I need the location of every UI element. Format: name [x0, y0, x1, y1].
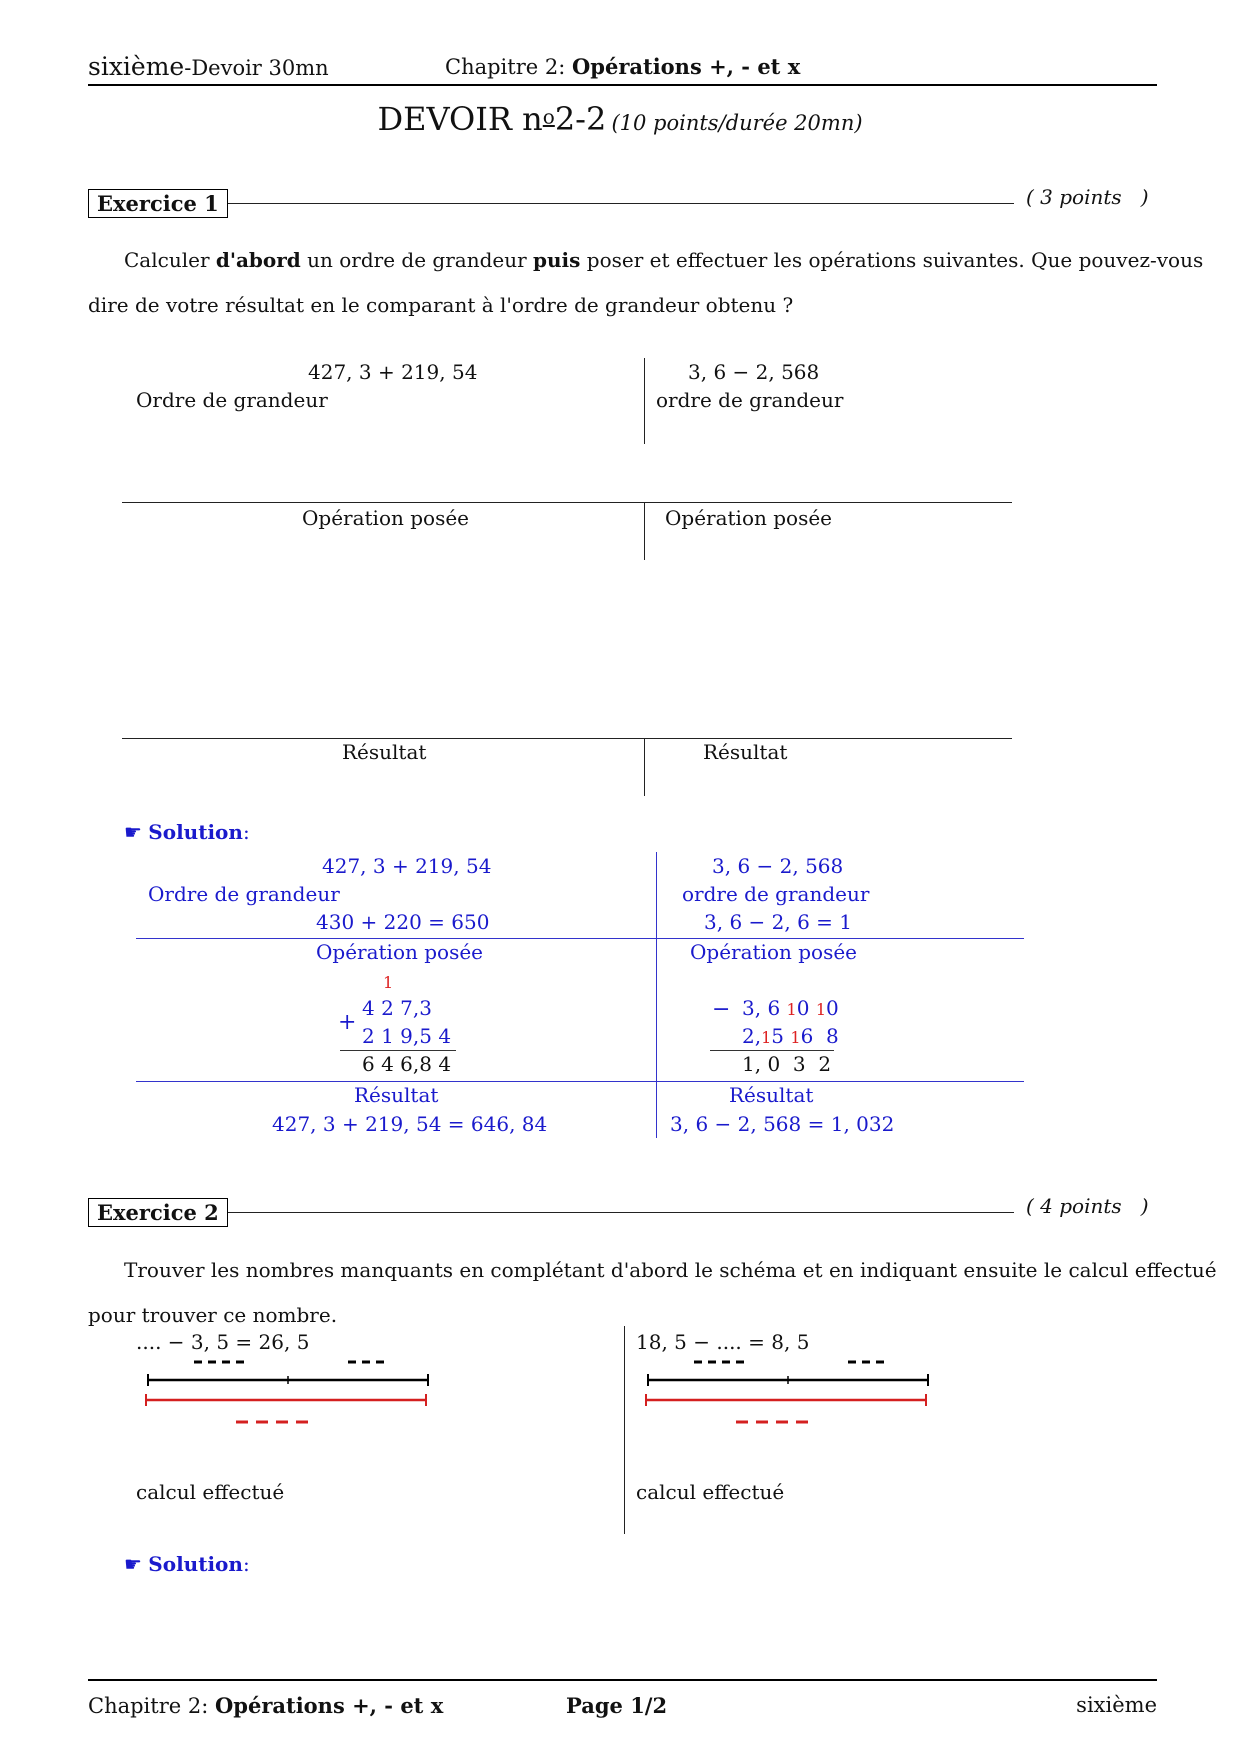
sol1-left-estimate: 430 + 220 = 650 [316, 910, 490, 934]
ex1-right-order-label: ordre de grandeur [656, 388, 844, 412]
sol1-row-rule-1 [136, 938, 1024, 939]
header-level: sixième [88, 52, 185, 81]
sub-l2-c: 6 8 [800, 1024, 839, 1048]
pointing-hand-icon: ☛ [124, 1552, 142, 1576]
ex2-left-schema [140, 1352, 440, 1432]
header-chapter-title: Opérations +, - et x [571, 54, 801, 79]
sol1-add-sign: + [338, 1010, 357, 1035]
footer-page-number: Page 1/2 [566, 1693, 668, 1718]
sol1-sub-line2 [742, 1024, 839, 1048]
ex2-calc-left: calcul effectué [136, 1480, 285, 1504]
sol1-sub-line1 [742, 996, 839, 1020]
sol1-add-bar [340, 1050, 456, 1051]
ex2-right-schema [640, 1352, 940, 1432]
sol1-left-expression: 427, 3 + 219, 54 [322, 854, 492, 878]
footer-chapter-prefix: Chapitre 2: [88, 1694, 209, 1718]
solution2-label: Solution [148, 1552, 243, 1576]
sol1-carry: 1 [383, 973, 394, 992]
sol1-result-right-label: Résultat [729, 1083, 814, 1107]
sub-l2-borrow1: 1 [761, 1028, 772, 1047]
instr-text-3: poser et effectuer les opérations suivantes. Que pouvez-vous [580, 248, 1204, 272]
footer-chapter [88, 1693, 443, 1718]
footer-rule [88, 1679, 1157, 1681]
pointing-hand-icon: ☛ [124, 820, 142, 844]
sub-l1-b: 0 [796, 996, 816, 1020]
ex1-divider-3 [644, 738, 645, 796]
sol1-right-order-label: ordre de grandeur [682, 882, 870, 906]
header-left [88, 52, 329, 81]
instr-text-1: Calculer [124, 248, 216, 272]
instr-bold-1: d'abord [215, 248, 301, 272]
sol1-add-line1: 4 2 7,3 [362, 996, 432, 1020]
sol1-left-order-label: Ordre de grandeur [148, 882, 340, 906]
sol1-result-left: 427, 3 + 219, 54 = 646, 84 [272, 1112, 548, 1136]
sub-l2-a: 2, [742, 1024, 762, 1048]
title-main: DEVOIR n [377, 100, 543, 138]
sol1-sub-result: 1, 0 3 2 [742, 1052, 832, 1076]
sub-l1-a: 3, 6 [742, 996, 787, 1020]
title-num: 2-2 [554, 100, 607, 138]
ex2-calc-right: calcul effectué [636, 1480, 785, 1504]
ex1-divider-1 [644, 358, 645, 444]
exercise2-instruction-line1: Trouver les nombres manquants en complétant d'abord le schéma et en indiquant ensuite le calcul effectué [124, 1258, 1217, 1282]
sub-l2-b: 5 [771, 1024, 791, 1048]
solution1-heading [124, 820, 250, 844]
ex2-right-expression: 18, 5 − .... = 8, 5 [636, 1330, 810, 1354]
ex2-divider [624, 1326, 625, 1534]
exercise1-rule [228, 203, 1014, 204]
sol1-row-rule-2 [136, 1081, 1024, 1082]
ex2-left-expression: .... − 3, 5 = 26, 5 [136, 1330, 310, 1354]
ex1-left-expression: 427, 3 + 219, 54 [308, 360, 478, 384]
sol1-divider [656, 852, 657, 1138]
sub-l2-borrow2: 1 [790, 1028, 801, 1047]
sol1-add-result: 6 4 6,8 4 [362, 1052, 452, 1076]
solution2-colon: : [242, 1552, 250, 1576]
instr-text-2: un ordre de grandeur [300, 248, 534, 272]
ex1-divider-2 [644, 502, 645, 560]
sol1-result-right: 3, 6 − 2, 568 = 1, 032 [670, 1112, 895, 1136]
exercise2-points: ( 4 points ) [1026, 1194, 1149, 1218]
sol1-right-expression: 3, 6 − 2, 568 [712, 854, 844, 878]
ex1-left-order-label: Ordre de grandeur [136, 388, 328, 412]
header-rule [88, 84, 1157, 86]
solution1-colon: : [242, 820, 250, 844]
sol1-sub-bar [710, 1050, 834, 1051]
sol1-result-left-label: Résultat [354, 1083, 439, 1107]
sol1-op-left: Opération posée [316, 940, 484, 964]
sol1-add-line2: 2 1 9,5 4 [362, 1024, 452, 1048]
ex1-row-rule-2 [122, 738, 1012, 739]
sol1-right-estimate: 3, 6 − 2, 6 = 1 [704, 910, 852, 934]
sub-l1-borrow2: 1 [815, 1000, 826, 1019]
solution1-label: Solution [148, 820, 243, 844]
header-duration: -Devoir 30mn [184, 56, 329, 80]
sol1-op-right: Opération posée [690, 940, 858, 964]
exercise2-rule [228, 1212, 1014, 1213]
footer-chapter-title: Opérations +, - et x [214, 1693, 444, 1718]
exercise1-label: Exercice 1 [88, 189, 228, 218]
header-chapter-prefix: Chapitre 2: [445, 55, 566, 79]
footer-level: sixième [1076, 1693, 1157, 1717]
exercise1-instruction [124, 248, 1203, 272]
title-sup: o [542, 104, 555, 129]
sub-l1-c: 0 [826, 996, 839, 1020]
instr-bold-2: puis [533, 248, 581, 272]
title-subtitle: (10 points/durée 20mn) [611, 111, 863, 135]
ex1-result-left: Résultat [342, 740, 427, 764]
exercise2-instruction-line2: pour trouver ce nombre. [88, 1303, 338, 1327]
ex1-row-rule-1 [122, 502, 1012, 503]
solution2-heading [124, 1552, 250, 1576]
page-title [0, 100, 1240, 138]
sub-l1-borrow1: 1 [786, 1000, 797, 1019]
ex1-result-right: Résultat [703, 740, 788, 764]
exercise2-label: Exercice 2 [88, 1198, 228, 1227]
header-chapter [445, 54, 800, 79]
sol1-sub-sign: − [712, 997, 731, 1022]
ex1-right-expression: 3, 6 − 2, 568 [688, 360, 820, 384]
exercise1-instruction-line2: dire de votre résultat en le comparant à l'ordre de grandeur obtenu ? [88, 293, 794, 317]
ex1-op-posee-left: Opération posée [302, 506, 470, 530]
exercise1-points: ( 3 points ) [1026, 185, 1149, 209]
ex1-op-posee-right: Opération posée [665, 506, 833, 530]
